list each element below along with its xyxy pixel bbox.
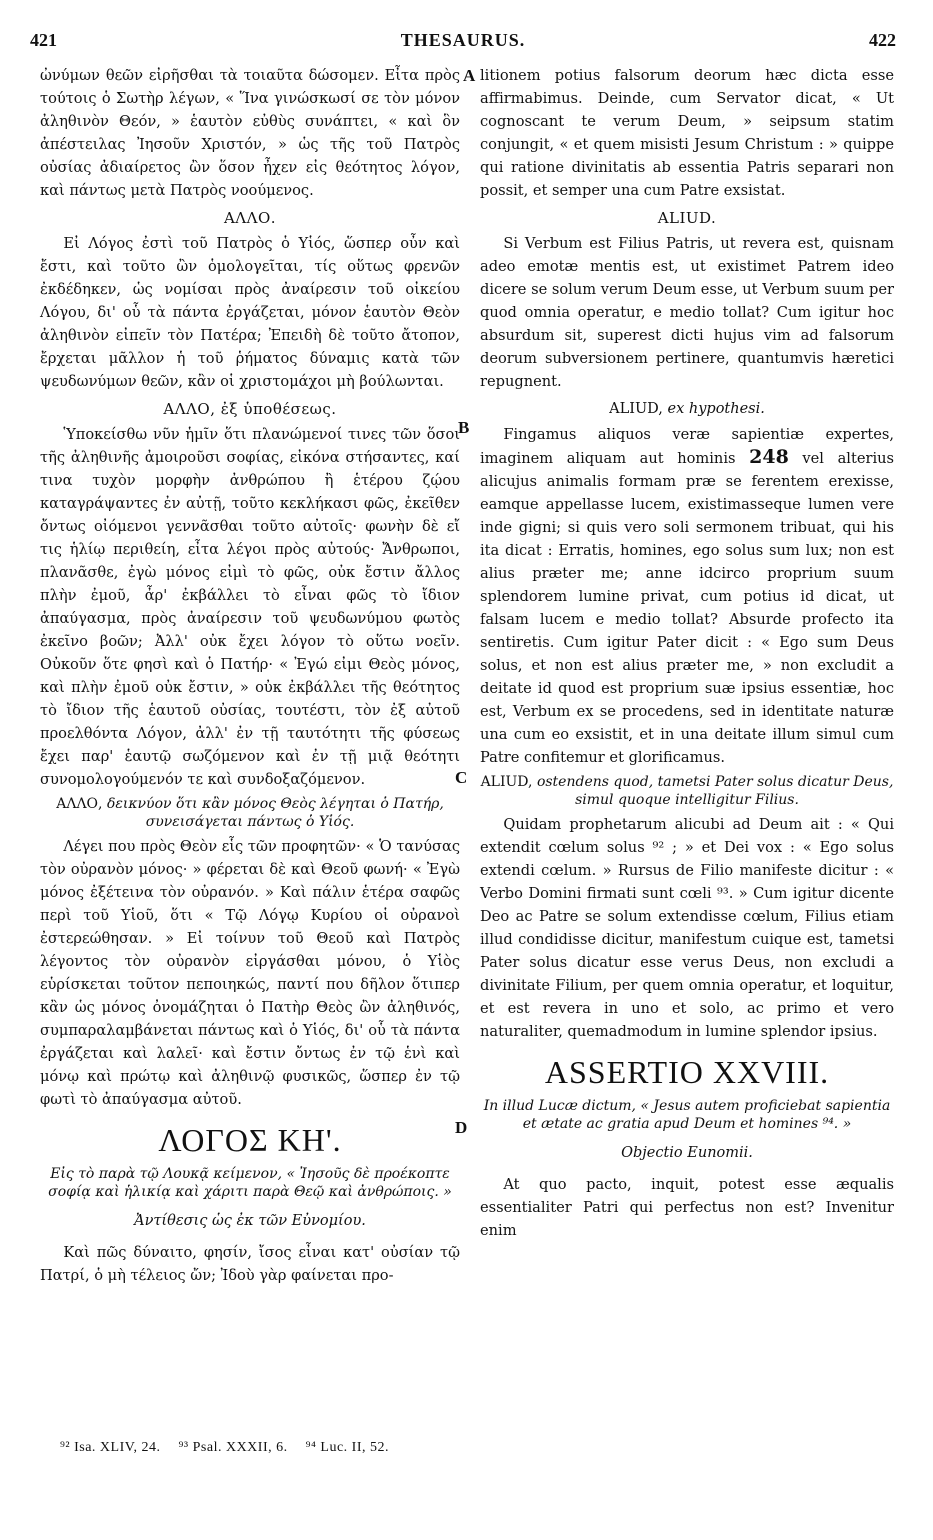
latin-paragraph-4: Quidam prophetarum alicubi ad Deum ait : « Qui extendit cœlum solus ⁹² ; » et Dei vox : « Ego solus extendi cœlum. » Rursus de Filio manifeste dicitur : « Verbo Domini firmati sunt cœli ⁹³. » Cum igitur dicente Deo ac Patre se solum extendisse cœlum, Filius etiam illud condidisse dicitur, manifestum cuique est, tametsi Pater solus dicatur esse verus Deus, non excludi a divinitate Filium, per quem omnia operatur, et loquitur, et est revera in uno et solo, ac primo et vero naturaliter, quemadmodum in lumine splendor ipsius. bbox=[480, 816, 894, 1040]
latin-chapter-subtitle: In illud Lucæ dictum, « Jesus autem proficiebat sapientia et ætate ac gratia apud Deum et homines ⁹⁴. » bbox=[483, 1098, 891, 1132]
latin-paragraph-2: Si Verbum est Filius Patris, ut revera est, quisnam adeo emotæ mentis est, ut existimet Patrem ideo dicere se solum verum Deum esse, ut Verbum suum per quod omnia operatur, e medio tollat? Cum igitur hoc absurdum sit, superest dicti hujus vim ad falsorum deorum subversionem pertinere, quantumvis hæretici repugnent. bbox=[480, 235, 894, 390]
latin-heading-aliud: ALIUD. bbox=[657, 209, 717, 227]
footnote-93: ⁹³ Psal. XXXII, 6. bbox=[178, 1440, 288, 1455]
latin-paragraph-3-b: vel alterius alicujus animalis formam præ se ferentem erexisse, eamque appellasse lucem, existimasseque lumen vere inde gigni; si quis vero soli sermonem tribuat, qui his ita dicat : Erratis, homines, ego solus sum lux; non est alius præter me; anne idcirco proprium suum splendorem lumine privat, cum potius id dicat, ut falsam lucem e medio tollat? Absurde profecto ita sentiretis. Cum igitur Pater dicit : « Ego sum Deus solus, et non est alius præter me, » non excludit a deitate id quod est proprium suæ ipsius essentiæ, hoc est, Verbum ex se procedens, sed in identitate naturæ una cum eo exsistit, et in una deitate illum simul cum Patre confitemur et glorificamus. bbox=[480, 450, 894, 766]
latin-objection-heading: Objectio Eunomii. bbox=[621, 1145, 753, 1161]
greek-heading-hypothesis: ΑΛΛΟ, ἐξ ὑποθέσεως. bbox=[163, 400, 337, 418]
greek-paragraph-2: Εἰ Λόγος ἐστὶ τοῦ Πατρὸς ὁ Υἱός, ὥσπερ οὖν καὶ ἔστι, καὶ τοῦτο ὢν ὁμολογεῖται, τίς οὕτως φρενῶν ἐκδέδηκεν, ὡς νομίσαι πρὸς ἀναίρεσιν τοῦ οἰκείου Λόγου, δι' οὗ τὰ πάντα ἐργάζεται, μόνον ἑαυτὸν Θεὸν ἀληθινὸν εἰπεῖν τὸν Πατέρα; Ἐπειδὴ δὲ τοῦτο ἄτοπον, ἔρχεται μᾶλλον ἡ τοῦ ῥήματος δύναμις κατὰ τῶν ψευδωνύμων θεῶν, κἂν οἱ χριστομάχοι μὴ βούλωνται. bbox=[40, 235, 460, 390]
footnote-94: ⁹⁴ Luc. II, 52. bbox=[305, 1440, 389, 1455]
margin-marker-c: C bbox=[455, 768, 468, 787]
footnote-92: ⁹² Isa. XLIV, 24. bbox=[60, 1440, 161, 1455]
latin-paragraph-3-a: Fingamus aliquos veræ sapientiæ expertes, imaginem aliquam aut hominis bbox=[480, 426, 894, 467]
greek-paragraph-3: Ὑποκείσθω νῦν ἡμῖν ὅτι πλανώμενοί τινες τῶν ὅσοι τῆς ἀληθινῆς ἀμοιροῦσι σοφίας, εἰκόνα στήσαντες, καί τινα τυχὸν μορφὴν ἀνθρώπου ἢ ἑτέρου ζῴου καταγράψαντες ἐν αὐτῇ, τοῦτο κεκλήκασι φῶς, ἐκεῖθεν ὄντως οἰόμενοι γεννᾶσθαι τοῦτο αὐτοῖς· φωνὴν δὲ εἴ τις ἡλίῳ περιθείη, εἶτα λέγοι πρὸς αὐτούς· Ἄνθρωποι, πλανᾶσθε, ἐγὼ μόνος εἰμὶ τὸ φῶς, οὐκ ἔστιν ἄλλος πλὴν ἐμοῦ, ἆρ' ἐκβάλλει τὸ εἶναι φῶς τὸ ἴδιον ἀπαύγασμα, πρὸς ἀναίρεσιν τοῦ ψευδωνύμου φωτὸς ἐκεῖνο βοῶν; Ἀλλ' οὐκ ἔχει λόγον τὸ οὕτω νοεῖν. Οὐκοῦν ὅτε φησὶ καὶ ὁ Πατήρ· « Ἐγώ εἰμι Θεὸς μόνος, καὶ πλὴν ἐμοῦ οὐκ ἔστιν, » οὐκ ἐκβάλλει τῆς θεότητος τὸ ἴδιον τῆς ἑαυτοῦ οὐσίας, τουτέστι, τὸν ἐξ αὐτοῦ προελθόντα Λόγον, ἀλλ' ἐν τῇ ταυτότητι τῆς φύσεως ἔχει παρ' ἑαυτῷ σωζόμενον καὶ ἐν τῇ μιᾷ θεότητι συνομολογούμενόν τε καὶ συνδοξαζόμενον. bbox=[40, 426, 460, 788]
latin-heading-hypothesis-lead: ALIUD, bbox=[609, 401, 663, 417]
footnotes bbox=[60, 1440, 760, 1456]
greek-column bbox=[40, 64, 460, 1287]
margin-marker-d: D bbox=[455, 1118, 468, 1137]
latin-heading-hypothesis bbox=[480, 397, 894, 421]
latin-paragraph-3 bbox=[480, 423, 894, 769]
greek-chapter-subtitle: Εἰς τὸ παρὰ τῷ Λουκᾷ κείμενον, « Ἰησοῦς δὲ προέκοπτε σοφίᾳ καὶ ἡλικίᾳ καὶ χάριτι παρὰ Θεῷ καὶ ἀνθρώποις. » bbox=[48, 1166, 452, 1200]
running-header bbox=[30, 30, 896, 58]
greek-paragraph-4: Λέγει που πρὸς Θεὸν εἷς τῶν προφητῶν· « Ὁ τανύσας τὸν οὐρανὸν μόνος· » φέρεται δὲ καὶ Θεοῦ φωνή· « Ἐγὼ μόνος ἐξέτεινα τὸν οὐρανόν. » Καὶ πάλιν ἑτέρα σαφῶς περὶ τοῦ Υἱοῦ, ὅτι « Τῷ Λόγῳ Κυρίου οἱ οὐρανοὶ ἐστερεώθησαν. » Εἰ τοίνυν τοῦ Θεοῦ καὶ Πατρὸς λέγοντος τὸν οὐρανὸν εἰργάσθαι μόνου, ὁ Υἱὸς εὑρίσκεται τοῦτον πεποιηκώς, παντί που δῆλον ὅτιπερ κἂν ὡς μόνος ὀνομάζηται ὁ Πατὴρ Θεὸς ὢν ἀληθινός, συμπαραλαμβάνεται πάντως καὶ ὁ Υἱός, δι' οὗ τὰ πάντα ἐργάζεται καὶ λαλεῖ· καὶ ἔστιν ὄντως ἐν τῷ ἑνὶ καὶ μόνῳ καὶ πρώτῳ καὶ ἀληθινῷ φυσικῶς, ὥσπερ ἐν τῷ φωτὶ τὸ ἀπαύγασμα αὐτοῦ. bbox=[40, 838, 460, 1108]
latin-heading-hypothesis-rest: ex hypothesi. bbox=[667, 401, 765, 417]
latin-chapter-title: ASSERTIO XXVIII. bbox=[544, 1054, 830, 1090]
latin-column bbox=[480, 64, 894, 1242]
greek-chapter-title: ΛΟΓΟΣ ΚΗ'. bbox=[158, 1122, 342, 1158]
running-title: THESAURUS. bbox=[400, 30, 526, 50]
greek-heading-son bbox=[40, 795, 460, 831]
latin-paragraph-1: litionem potius falsorum deorum hæc dicta esse affirmabimus. Deinde, cum Servator dicat, « Ut cognoscant te verum Deum, » seipsum statim conjungit, « et quem misisti Jesum Christum : » quippe qui ratione divinitatis ab essentia Patris separari non possit, et semper una cum Patre exsistat. bbox=[480, 67, 894, 199]
latin-heading-son-rest: ostendens quod, tametsi Pater solus dicatur Deus, simul quoque intelligitur Filius. bbox=[536, 774, 894, 808]
greek-heading-son-rest: δεικνύον ὅτι κἂν μόνος Θεὸς λέγηται ὁ Πατήρ, συνεισάγεται πάντως ὁ Υἱός. bbox=[106, 796, 444, 830]
column-number-inline: 248 bbox=[749, 446, 789, 468]
greek-heading-allo: ΑΛΛΟ. bbox=[223, 209, 277, 227]
greek-objection-heading: Ἀντίθεσις ὡς ἐκ τῶν Εὐνομίου. bbox=[134, 1213, 366, 1229]
page-number-right: 422 bbox=[869, 30, 896, 50]
greek-paragraph-1: ὠνύμων θεῶν εἰρῆσθαι τὰ τοιαῦτα δώσομεν. Εἶτα πρὸς τούτοις ὁ Σωτὴρ λέγων, « Ἵνα γινώσκωσί σε τὸν μόνον ἀληθινὸν Θεόν, » ἑαυτὸν εὐθὺς συνάπτει, « καὶ ὃν ἀπέστειλας Ἰησοῦν Χριστόν, » ὡς τῆς τοῦ Πατρὸς οὐσίας ἀδιαίρετος ὢν ὅσον ἦχεν εἰς θεότητος λόγον, καὶ πάντως μετὰ Πατρὸς νοούμενος. bbox=[40, 67, 460, 199]
margin-marker-a: A bbox=[463, 66, 476, 85]
greek-heading-son-lead: ΑΛΛΟ, bbox=[56, 796, 103, 812]
greek-paragraph-5: Καὶ πῶς δύναιτο, φησίν, ἴσος εἶναι κατ' οὐσίαν τῷ Πατρί, ὁ μὴ τέλειος ὤν; Ἰδοὺ γὰρ φαίνεται προ- bbox=[40, 1244, 460, 1284]
margin-marker-b: B bbox=[458, 418, 470, 437]
page-number-left: 421 bbox=[30, 30, 57, 50]
latin-heading-son bbox=[480, 773, 894, 809]
latin-heading-son-lead: ALIUD, bbox=[480, 774, 533, 790]
latin-paragraph-5: At quo pacto, inquit, potest esse æqualis essentialiter Patri qui perfectus non est? Invenitur enim bbox=[480, 1176, 894, 1239]
